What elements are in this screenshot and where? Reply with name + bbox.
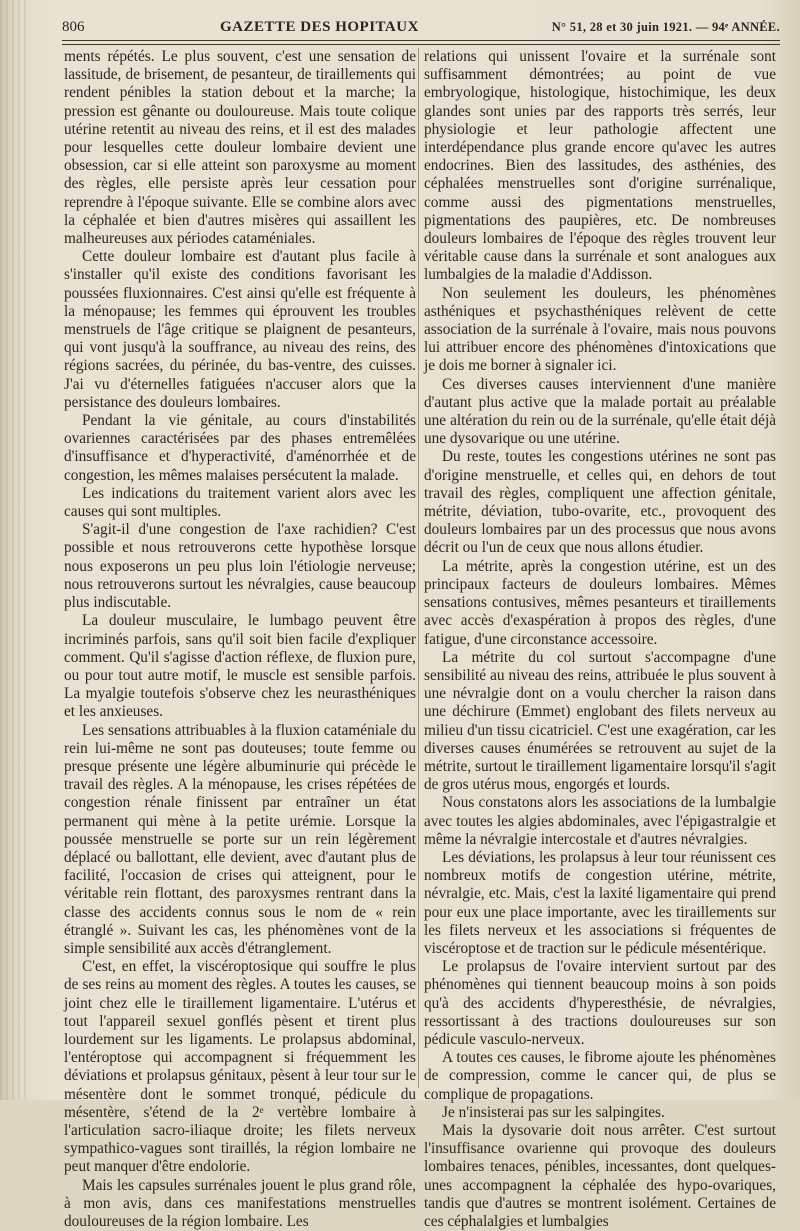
issue-info: N° 51, 28 et 30 juin 1921. — 94ᵉ ANNÉE. <box>551 19 780 34</box>
paragraph: Mais la dysovarie doit nous arrêter. C'est surtout l'insuffisance ovarienne qui provoque des douleurs lombaires tenaces, pénibles, incessantes, dont quelques-unes accompagnent la céphalée des hypo-ovariques, tandis que d'autres se montrent isolément. Certaines de ces céphalalgies et lumbalgies <box>424 1121 776 1230</box>
paragraph: Pendant la vie génitale, au cours d'instabilités ovariennes caractérisées par des phases entremêlées d'insuffisance et d'hyperactivité, d'aménorrhée et de congestion, les mêmes malaises persécutent la malade. <box>64 412 416 484</box>
paragraph: ments répétés. Le plus souvent, c'est une sensation de lassitude, de brisement, de pesanteur, de tiraillements qui rendent pénibles la station debout et la marche; la pression est gênante ou douloureuse. Mais toute colique utérine retentit au niveau des reins, et il est des malades pour lesquelles cette douleur lombaire devient une obsession, car si elle atteint son paroxysme au moment des règles, elle persiste après leur cessation pour reprendre à l'époque suivante. Elle se combine alors avec la céphalée et bien d'autres misères qui assaillent les malheureuses aux périodes cataméniales. <box>64 48 416 248</box>
paragraph: A toutes ces causes, le fibrome ajoute les phénomènes de compression, comme le cancer qui, de plus se complique de propagations. <box>424 1049 776 1103</box>
paragraph: Nous constatons alors les associations de la lumbalgie avec toutes les algies abdominales, avec l'épigastralgie et même la névralgie intercostale et d'autres névralgies. <box>424 794 776 848</box>
paragraph: relations qui unissent l'ovaire et la surrénale sont suffisamment démontrées; au point de vue embryologique, histologique, histochimique, les deux glandes sont unies par des rapports très serrés, leur physiologie et leur pathologie affectent une interdépendance plus grande encore qu'avec les autres endocrines. Bien des lassitudes, des asthénies, des céphalées menstruelles sont d'origine surrénalique, comme aussi des pigmentations menstruelles, pigmentations des paupières, etc. De nombreuses douleurs lombaires de l'époque des règles trouvent leur véritable cause dans la surrénale et sont analogues aux lumbalgies de la maladie d'Addisson. <box>424 48 776 284</box>
paragraph: La métrite du col surtout s'accompagne d'une sensibilité au niveau des reins, attribuée le plus souvent à une névralgie dont on a voulu chercher la raison dans une déchirure (Emmet) englobant des filets nerveux au milieu d'un tissu cicatriciel. C'est une exagération, car les diverses causes énumérées se retrouvent au sujet de la métrite, surtout le tiraillement ligamentaire lorsqu'il s'agit de gros utérus mous, engorgés et lourds. <box>424 648 776 794</box>
paragraph: Mais les capsules surrénales jouent le plus grand rôle, à mon avis, dans ces manifestations menstruelles douloureuses de la région lombaire. Les <box>64 1176 416 1230</box>
page-header <box>62 14 780 40</box>
paragraph: C'est, en effet, la viscéroptosique qui souffre le plus de ses reins au moment des règles. A toutes les causes, se joint chez elle le tiraillement ligamentaire. L'utérus et tout l'appareil sexuel gonflés pèsent et tirent plus lourdement sur les ligaments. Le prolapsus abdominal, l'entéroptose qui accompagnent si fréquemment les déviations et prolapsus génitaux, pèsent à leur tour sur le mésentère dont le sommet tronqué, pédicule du mésentère, s'étend de la 2ᵉ vertèbre lombaire à l'articulation sacro-iliaque droite; les filets nerveux sympathico-vagues sont tiraillés, la région lombaire ne peut manquer d'être endolorie. <box>64 958 416 1176</box>
paragraph: Cette douleur lombaire est d'autant plus facile à s'installer qu'il existe des conditions favorisant les poussées fluxionnaires. C'est ainsi qu'elle est fréquente à la ménopause; les femmes qui éprouvent les troubles menstruels de l'âge critique se plaignent de pesanteurs, qui vont jusqu'à la souffrance, au niveau des reins, des régions sacrées, du périnée, du bas-ventre, des cuisses. J'ai vu d'éternelles fatiguées n'accuser alors que la persistance des douleurs lombaires. <box>64 248 416 411</box>
column-divider <box>418 48 419 1088</box>
paragraph: La douleur musculaire, le lumbago peuvent être incriminés parfois, sans qu'il soit bien facile d'expliquer comment. Qu'il s'agisse d'action réflexe, de fluxion pure, ou pour tout autre motif, le muscle est sensible parfois. La myalgie toutefois s'observe chez les neurasthéniques et les anxieuses. <box>64 612 416 721</box>
page-number: 806 <box>62 18 85 35</box>
paragraph: S'agit-il d'une congestion de l'axe rachidien? C'est possible et nous retrouverons cette hypothèse lorsque nous exposerons un peu plus loin l'étiologie nerveuse; nous retrouverons surtout les névralgies, cause beaucoup plus indiscutable. <box>64 521 416 612</box>
journal-title: GAZETTE DES HOPITAUX <box>220 18 419 35</box>
paragraph: Les déviations, les prolapsus à leur tour réunissent ces nombreux motifs de congestion utérine, métrite, névralgie, etc. Mais, c'est la laxité ligamentaire qui prend pour eux une place importante, avec les tiraillements sur les filets nerveux et les associations si fréquentes de viscéroptose et de traction sur le pédicule mésentérique. <box>424 848 776 957</box>
paragraph: Du reste, toutes les congestions utérines ne sont pas d'origine menstruelle, et celles qui, en dehors de tout travail des règles, compliquent une affection génitale, métrite, déviation, tubo-ovarite, etc., provoquent des douleurs lombaires par un des processus que nous avons décrit ou l'un de ceux que nous allons étudier. <box>424 448 776 557</box>
paragraph: Les indications du traitement varient alors avec les causes qui sont multiples. <box>64 484 416 521</box>
header-rule <box>62 40 780 45</box>
right-column <box>424 48 776 1231</box>
paragraph: Je n'insisterai pas sur les salpingites. <box>442 1103 665 1121</box>
paragraph: Les sensations attribuables à la fluxion cataméniale du rein lui-même ne sont pas douteuses; toute femme ou presque présente une légère albuminurie qui précède le travail des règles. A la ménopause, les crises répétées de congestion rénale finissent par entraîner un état permanent qui mène à la petite urémie. Lorsque la poussée menstruelle se porte sur un rein légèrement déplacé ou ballottant, elle devient, avec d'autant plus de facilité, l'occasion de crises qui atteignent, pour le véritable rein flottant, des paroxysmes rentrant dans la classe des accidents connus sous le nom de « rein étranglé ». Suivant les cas, les phénomènes vont de la simple sensibilité aux accès d'étranglement. <box>64 721 416 957</box>
page-binding-edge <box>0 0 30 1100</box>
paragraph: La métrite, après la congestion utérine, est un des principaux facteurs de douleurs lombaires. Mêmes sensations contusives, mêmes pesanteurs et tiraillements avec accès d'exaspération à propos des règles, d'une fatigue, d'une circonstance accessoire. <box>424 557 776 648</box>
left-column <box>64 48 416 1231</box>
paragraph: Ces diverses causes interviennent d'une manière d'autant plus active que la malade portait au préalable une altération du rein ou de la surrénale, qu'elle était déjà une dysovarique ou une utérine. <box>424 375 776 448</box>
paragraph: Le prolapsus de l'ovaire intervient surtout par des phénomènes qui tiennent beaucoup moins à son poids qu'à des accidents d'hyperesthésie, de névralgies, ressortissant à des tractions douloureuses sur son pédicule vasculo-nerveux. <box>424 958 776 1048</box>
paragraph: Non seulement les douleurs, les phénomènes asthéniques et psychasthéniques relèvent de cette association de la surrénale à l'ovaire, mais nous pouvons lui attribuer encore des phénomènes d'intoxications que je dois me borner à signaler ici. <box>424 284 776 375</box>
